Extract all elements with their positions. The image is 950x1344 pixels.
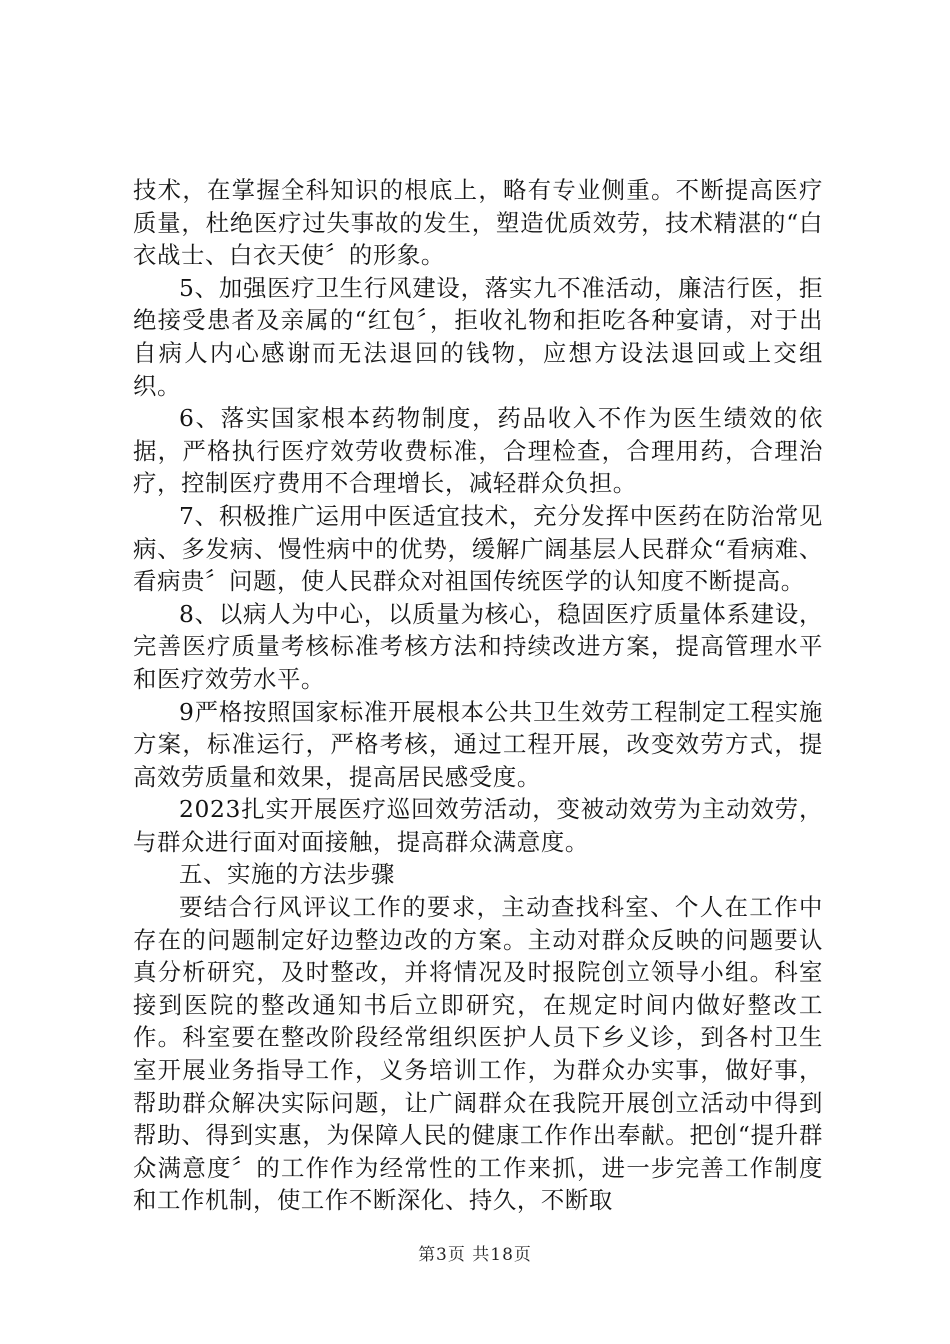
section-heading: 五、实施的方法步骤 <box>179 860 395 889</box>
document-body <box>133 174 823 1217</box>
paragraph-item-5: 5、加强医疗卫生行风建设，落实九不准活动，廉洁行医，拒绝接受患者及亲属的“红包〞，拒收礼物和拒吃各种宴请，对于出自病人内心感谢而无法退回的钱物，应想方设法退回或上交组织。 <box>133 273 823 400</box>
paragraph-item-6: 6、落实国家根本药物制度，药品收入不作为医生绩效的依据，严格执行医疗效劳收费标准，合理检查，合理用药，合理治疗，控制医疗费用不合理增长，减轻群众负担。 <box>133 404 823 498</box>
paragraph-continuation: 技术，在掌握全科知识的根底上，略有专业侧重。不断提高医疗质量，杜绝医疗过失事故的发生，塑造优质效劳，技术精湛的“白衣战士、白衣天使〞的形象。 <box>133 176 823 270</box>
paragraph-methods: 要结合行风评议工作的要求，主动查找科室、个人在工作中存在的问题制定好边整边改的方案。主动对群众反映的问题要认真分析研究，及时整改，并将情况及时报院创立领导小组。科室接到医院的整改通知书后立即研究，在规定时间内做好整改工作。科室要在整改阶段经常组织医护人员下乡义诊，到各村卫生室开展业务指导工作，义务培训工作，为群众办实事，做好事，帮助群众解决实际问题，让广阔群众在我院开展创立活动中得到帮助、得到实惠，为保障人民的健康工作作出奉献。把创“提升群众满意度〞的工作作为经常性的工作来抓，进一步完善工作制度和工作机制，使工作不断深化、持久，不断取 <box>133 893 823 1215</box>
paragraph-item-7: 7、积极推广运用中医适宜技术，充分发挥中医药在防治常见病、多发病、慢性病中的优势，缓解广阔基层人民群众“看病难、看病贵〞问题，使人民群众对祖国传统医学的认知度不断提高。 <box>133 501 823 596</box>
paragraph-item-10: 2023扎实开展医疗巡回效劳活动，变被动效劳为主动效劳，与群众进行面对面接触，提高群众满意度。 <box>133 795 823 856</box>
paragraph-item-9: 9严格按照国家标准开展根本公共卫生效劳工程制定工程实施方案，标准运行，严格考核，通过工程开展，改变效劳方式，提高效劳质量和效果，提高居民感受度。 <box>133 697 823 791</box>
page-number-footer: 第3页 共18页 <box>418 1245 532 1265</box>
paragraph-item-8: 8、以病人为中心，以质量为核心，稳固医疗质量体系建设，完善医疗质量考核标准考核方法和持续改进方案，提高管理水平和医疗效劳水平。 <box>133 599 823 693</box>
